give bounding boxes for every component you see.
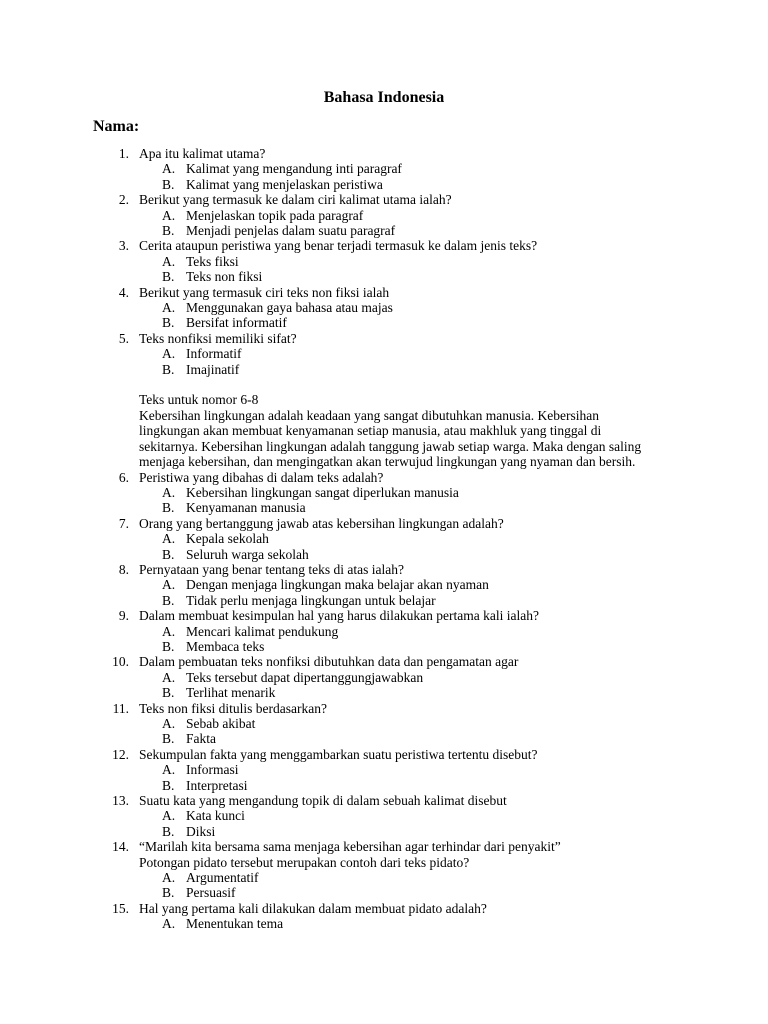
option-text: Persuasif [186,885,236,901]
answer-option [0,624,768,639]
option-letter: B. [162,731,175,747]
question-text: Suatu kata yang mengandung topik di dalam sebuah kalimat disebut [139,793,507,809]
question-list-part1 [0,146,768,377]
answer-option [0,547,768,562]
option-text: Kebersihan lingkungan sangat diperlukan manusia [186,484,459,500]
answer-option [0,208,768,223]
option-letter: B. [162,223,175,239]
question-item [0,331,768,346]
option-text: Teks tersebut dapat dipertanggungjawabkan [186,669,424,685]
question-text: Peristiwa yang dibahas di dalam teks adalah? [139,469,384,485]
question-text: Dalam membuat kesimpulan hal yang harus dilakukan pertama kali ialah? [139,608,539,624]
option-letter: A. [162,716,176,732]
option-text: Kalimat yang menjelaskan peristiwa [186,176,383,192]
option-letter: A. [162,531,176,547]
option-text: Seluruh warga sekolah [186,546,309,562]
question-content [0,146,768,932]
option-letter: B. [162,885,175,901]
answer-option [0,269,768,284]
question-text: Sekumpulan fakta yang menggambarkan suatu peristiwa tertentu disebut? [139,746,538,762]
answer-option [0,731,768,746]
question-number: 11. [112,700,129,716]
option-letter: B. [162,823,175,839]
question-number: 6. [118,469,129,485]
question-text: Teks non fiksi ditulis berdasarkan? [139,700,328,716]
answer-option [0,716,768,731]
option-text: Bersifat informatif [186,315,287,331]
question-item [0,654,768,669]
question-number: 14. [112,839,129,855]
option-text: Informasi [186,762,239,778]
answer-option [0,254,768,269]
question-item [0,238,768,253]
option-text: Argumentatif [186,870,259,886]
option-text: Dengan menjaga lingkungan maka belajar akan nyaman [186,577,489,593]
option-text: Interpretasi [186,777,248,793]
question-number: 9. [118,608,129,624]
option-letter: B. [162,176,175,192]
question-item [0,839,768,854]
question-item [0,285,768,300]
answer-option [0,362,768,377]
question-text-continuation: Potongan pidato tersebut merupakan contoh dari teks pidato? [139,854,470,870]
option-letter: B. [162,685,175,701]
question-text: Berikut yang termasuk ke dalam ciri kalimat utama ialah? [139,192,452,208]
option-letter: A. [162,669,176,685]
answer-option [0,577,768,592]
option-letter: A. [162,484,176,500]
question-text: Pernyataan yang benar tentang teks di atas ialah? [139,561,405,577]
option-letter: B. [162,315,175,331]
question-text: Berikut yang termasuk ciri teks non fiksi ialah [139,284,390,300]
question-number: 12. [112,746,129,762]
question-item [0,608,768,623]
question-number: 1. [118,146,129,161]
option-letter: A. [162,346,176,362]
answer-option [0,593,768,608]
option-letter: A. [162,870,176,886]
answer-option [0,824,768,839]
answer-option [0,161,768,176]
question-item [0,470,768,485]
passage-line: menjaga kebersihan, dan mengingatkan akan terwujud lingkungan yang nyaman dan bersih. [139,454,636,470]
question-number: 13. [112,793,129,809]
answer-option [0,885,768,900]
passage-heading: Teks untuk nomor 6-8 [139,392,259,408]
question-number: 8. [118,561,129,577]
answer-option [0,808,768,823]
question-item [0,146,768,161]
answer-option [0,639,768,654]
answer-option [0,300,768,315]
question-item [0,793,768,808]
answer-option [0,223,768,238]
question-number: 10. [112,654,129,670]
answer-option [0,485,768,500]
question-number: 7. [118,515,129,531]
option-letter: B. [162,638,175,654]
option-letter: A. [162,207,176,223]
option-letter: B. [162,269,175,285]
question-number: 3. [118,238,129,254]
option-text: Informatif [186,346,242,362]
passage-line: sekitarnya. Kebersihan lingkungan adalah tanggung jawab setiap warga. Maka dengan saling [139,438,642,454]
option-text: Kenyamanan manusia [186,500,306,516]
option-letter: B. [162,592,175,608]
option-letter: B. [162,546,175,562]
option-text: Tidak perlu menjaga lingkungan untuk belajar [186,592,436,608]
option-text: Mencari kalimat pendukung [186,623,339,639]
option-text: Menggunakan gaya bahasa atau majas [186,300,393,316]
reading-passage [0,392,768,469]
question-text: Cerita ataupun peristiwa yang benar terjadi termasuk ke dalam jenis teks? [139,238,538,254]
option-letter: A. [162,253,176,269]
question-item [0,901,768,916]
question-text: Apa itu kalimat utama? [139,146,266,161]
question-number: 2. [118,192,129,208]
option-text: Teks fiksi [186,253,239,269]
question-number: 5. [118,330,129,346]
answer-option [0,685,768,700]
option-letter: B. [162,777,175,793]
document-title: Bahasa Indonesia [323,89,445,106]
option-text: Imajinatif [186,361,240,377]
answer-option [0,531,768,546]
option-text: Fakta [186,731,216,747]
option-text: Menjadi penjelas dalam suatu paragraf [186,223,396,239]
answer-option [0,778,768,793]
option-letter: A. [162,762,176,778]
option-letter: A. [162,577,176,593]
option-letter: A. [162,300,176,316]
option-text: Menentukan tema [186,916,284,932]
question-number: 4. [118,284,129,300]
answer-option [0,870,768,885]
option-text: Teks non fiksi [186,269,263,285]
question-item [0,747,768,762]
passage-line: Kebersihan lingkungan adalah keadaan yang sangat dibutuhkan manusia. Kebersihan [139,407,599,423]
answer-option [0,762,768,777]
answer-option [0,500,768,515]
option-text: Sebab akibat [186,716,256,732]
option-text: Kalimat yang mengandung inti paragraf [186,161,402,177]
question-text: Orang yang bertanggung jawab atas kebersihan lingkungan adalah? [139,515,504,531]
question-text: “Marilah kita bersama sama menjaga kebersihan agar terhindar dari penyakit” [139,839,561,855]
passage-line: lingkungan akan membuat kenyamanan setiap manusia, atau makhluk yang tinggal di [139,423,602,439]
answer-option [0,670,768,685]
option-text: Terlihat menarik [186,685,276,701]
option-letter: B. [162,500,175,516]
option-letter: B. [162,361,175,377]
option-letter: A. [162,916,176,932]
question-item [0,516,768,531]
question-item [0,192,768,207]
answer-option [0,177,768,192]
question-text: Dalam pembuatan teks nonfiksi dibutuhkan data dan pengamatan agar [139,654,519,670]
option-text: Menjelaskan topik pada paragraf [186,207,364,223]
question-number: 15. [112,900,129,916]
option-letter: A. [162,623,176,639]
answer-option [0,916,768,931]
question-text: Teks nonfiksi memiliki sifat? [139,330,297,346]
question-item [0,562,768,577]
option-text: Diksi [186,823,216,839]
option-letter: A. [162,808,176,824]
answer-option [0,346,768,361]
option-text: Kepala sekolah [186,531,269,547]
option-letter: A. [162,161,176,177]
option-text: Kata kunci [186,808,245,824]
answer-option [0,315,768,330]
question-item [0,701,768,716]
option-text: Membaca teks [186,638,265,654]
question-text: Hal yang pertama kali dilakukan dalam membuat pidato adalah? [139,900,487,916]
name-label: Nama: [93,118,140,135]
question-list-part2 [0,470,768,932]
